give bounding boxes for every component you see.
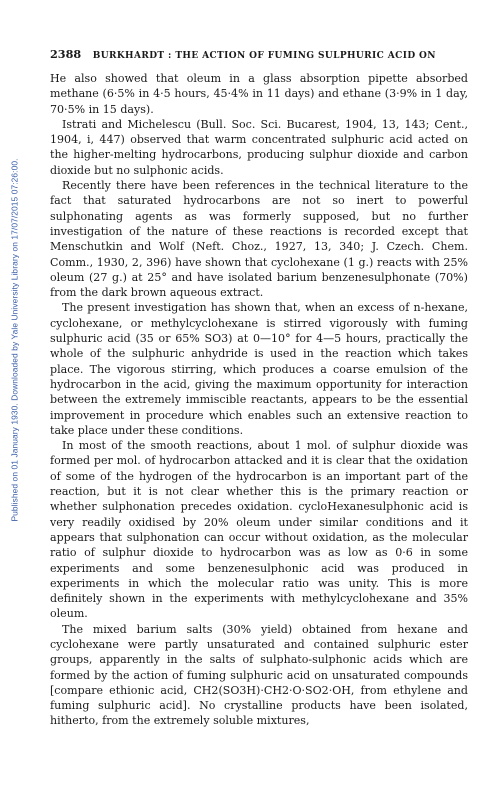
download-notice-sidebar [8, 60, 22, 620]
paragraph: The mixed barium salts (30% yield) obtained from hexane and cyclohexane were partly unsaturated and contained sulphuric ester groups, apparently in the salts of sulphato-sulphonic acids which are formed by the action of fuming sulphuric acid on unsaturated compounds [compare ethionic acid, CH2(SO3H)·CH2·O·SO2·OH, from ethylene and fuming sulphuric acid]. No crystalline products have been isolated, hitherto, from the extremely soluble mixtures, [50, 622, 468, 728]
paragraph: Istrati and Michelescu (Bull. Soc. Sci. Bucarest, 1904, 13, 143; Cent., 1904, i, 447) observed that warm concentrated sulphuric acid acted on the higher-melting hydrocarbons, producing sulphur dioxide and carbon dioxide but no sulphonic acids. [50, 117, 468, 177]
paragraph: He also showed that oleum in a glass absorption pipette absorbed methane (6·5% in 4·5 hours, 45·4% in 11 days) and ethane (3·9% in 1 day, 70·5% in 15 days). [50, 72, 468, 116]
paragraph: In most of the smooth reactions, about 1 mol. of sulphur dioxide was formed per mol. of hydrocarbon attacked and it is clear that the oxidation of some of the hydrogen of the hydrocarbon is an important part of the reaction, but it is not clear whether this is the primary reaction or whether sulphonation precedes oxidation. cycloHexanesulphonic acid is very readily oxidised by 20% oleum under similar conditions and it appears that sulphonation can occur without oxidation, as the molecular ratio of sulphur dioxide to hydrocarbon was as low as 0·6 in some experiments and some benzenesulphonic acid was produced in experiments in which the molecular ratio was unity. This is more definitely shown in the experiments with methylcyclohexane and 35% oleum. [50, 439, 468, 621]
paragraph: Recently there have been references in the technical literature to the fact that saturated hydrocarbons are not so inert to powerful sulphonating agents as was formerly supposed, but no further investigation of the nature of these reactions is recorded except that Menschutkin and Wolf (Neft. Choz., 1927, 13, 340; J. Czech. Chem. Comm., 1930, 2, 396) have shown that cyclohexane (1 g.) reacts with 25% oleum (27 g.) at 25° and have isolated barium benzenesulphonate (70%) from the dark brown aqueous extract. [50, 179, 468, 300]
article-body [50, 71, 468, 729]
page-number: 2388 [50, 47, 82, 61]
running-title: BURKHARDT : THE ACTION OF FUMING SULPHURIC ACID ON [92, 51, 436, 61]
paragraph: The present investigation has shown that, when an excess of n-hexane, cyclohexane, or methylcyclohexane is stirred vigorously with fuming sulphuric acid (35 or 65% SO3) at 0—10° for 4—5 hours, practically the whole of the sulphuric anhydride is used in the reaction which takes place. The vigorous stirring, which produces a coarse emulsion of the hydrocarbon in the acid, giving the maximum opportunity for interaction between the extremely immiscible reactants, appears to be the essential improvement in procedure which enables such an extensive reaction to take place under these conditions. [50, 301, 468, 437]
download-notice-text: Published on 01 January 1930. Downloaded by Yale University Library on 17/07/2015 07:26:00. [10, 158, 21, 522]
page-header [50, 47, 470, 61]
